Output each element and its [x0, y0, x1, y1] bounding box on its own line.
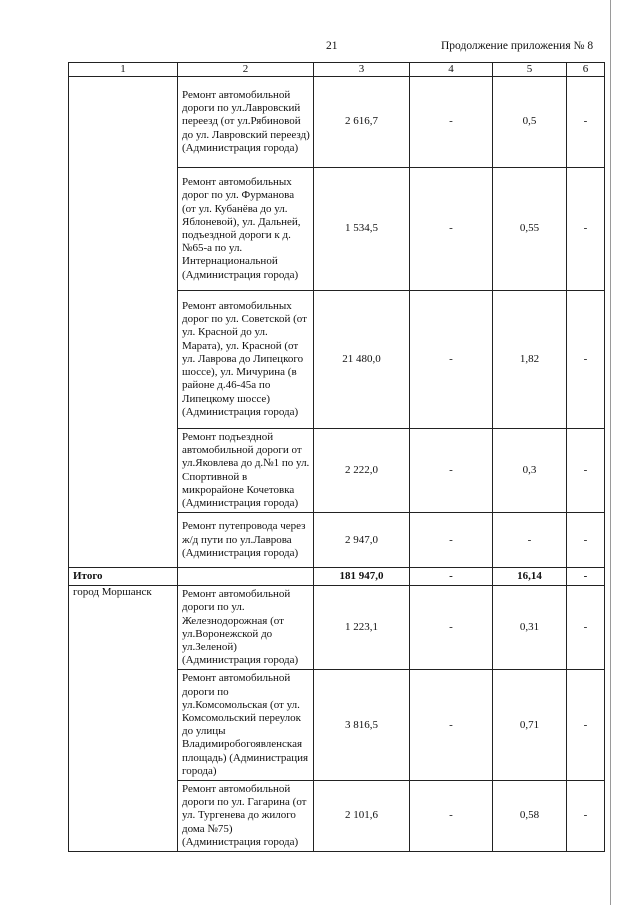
column-6-value: -: [567, 781, 605, 852]
page-number: 21: [326, 40, 338, 52]
column-6-value: -: [567, 77, 605, 168]
length-value: 0,31: [493, 586, 567, 670]
total-description: [178, 568, 314, 586]
column-number: 5: [493, 63, 567, 77]
column-6-value: -: [567, 429, 605, 513]
cost-value: 1 534,5: [314, 168, 410, 291]
column-number-row: [69, 63, 605, 77]
total-row: [69, 568, 605, 586]
column-6-value: -: [567, 670, 605, 781]
column-number: 4: [410, 63, 493, 77]
scan-edge-line: [610, 0, 611, 905]
total-length: 16,14: [493, 568, 567, 586]
table-row: [69, 77, 605, 168]
cost-value: 1 223,1: [314, 586, 410, 670]
cost-value: 21 480,0: [314, 291, 410, 429]
column-4-value: -: [410, 513, 493, 568]
municipality-cell: [69, 77, 178, 568]
project-description: Ремонт путепровода через ж/д пути по ул.Лаврова (Администрация города): [178, 513, 314, 568]
cost-value: 2 101,6: [314, 781, 410, 852]
project-description: Ремонт подъездной автомобильной дороги от ул.Яковлева до д.№1 по ул. Спортивной в микрорайоне Кочетовка (Администрация города): [178, 429, 314, 513]
column-4-value: -: [410, 781, 493, 852]
length-value: 0,58: [493, 781, 567, 852]
table-row: [69, 586, 605, 670]
column-6-value: -: [567, 586, 605, 670]
length-value: -: [493, 513, 567, 568]
project-description: Ремонт автомобильной дороги по ул. Гагарина (от ул. Тургенева до жилого дома №75) (Администрация города): [178, 781, 314, 852]
project-description: Ремонт автомобильной дороги по ул.Комсомольская (от ул. Комсомольский переулок до улицы Владимиробогоявленская площадь) (Администрация города): [178, 670, 314, 781]
length-value: 0,5: [493, 77, 567, 168]
total-label: Итого: [69, 568, 178, 586]
column-6-value: -: [567, 513, 605, 568]
column-4-value: -: [410, 429, 493, 513]
total-column-4: -: [410, 568, 493, 586]
column-number: 2: [178, 63, 314, 77]
length-value: 0,55: [493, 168, 567, 291]
project-description: Ремонт автомобильных дорог по ул. Советской (от ул. Красной до ул. Марата), ул. Красной (от ул. Лаврова до Липецкого шоссе), ул. Мичурина (в районе д.46-45а по Липецкому шоссе) (Администрация города): [178, 291, 314, 429]
column-4-value: -: [410, 670, 493, 781]
cost-value: 3 816,5: [314, 670, 410, 781]
project-description: Ремонт автомобильной дороги по ул.Лавровский переезд (от ул.Рябиновой до ул. Лавровский переезд) (Администрация города): [178, 77, 314, 168]
length-value: 0,71: [493, 670, 567, 781]
length-value: 1,82: [493, 291, 567, 429]
total-cost: 181 947,0: [314, 568, 410, 586]
cost-value: 2 222,0: [314, 429, 410, 513]
column-number: 3: [314, 63, 410, 77]
column-4-value: -: [410, 586, 493, 670]
column-6-value: -: [567, 291, 605, 429]
length-value: 0,3: [493, 429, 567, 513]
project-description: Ремонт автомобильных дорог по ул. Фурманова (от ул. Кубанёва до ул. Яблоневой), ул. Дальней, подъездной дороги к д. №65-а по ул. Интернациональной (Администрация города): [178, 168, 314, 291]
municipality-cell: город Моршанск: [69, 586, 178, 852]
project-description: Ремонт автомобильной дороги по ул. Железнодорожная (от ул.Воронежской до ул.Зеленой) (Администрация города): [178, 586, 314, 670]
road-repair-table: [68, 62, 605, 852]
column-4-value: -: [410, 291, 493, 429]
column-6-value: -: [567, 168, 605, 291]
column-4-value: -: [410, 168, 493, 291]
appendix-continuation: Продолжение приложения № 8: [441, 40, 594, 52]
cost-value: 2 616,7: [314, 77, 410, 168]
column-4-value: -: [410, 77, 493, 168]
total-column-6: -: [567, 568, 605, 586]
column-number: 6: [567, 63, 605, 77]
cost-value: 2 947,0: [314, 513, 410, 568]
page-header: [0, 40, 640, 58]
column-number: 1: [69, 63, 178, 77]
